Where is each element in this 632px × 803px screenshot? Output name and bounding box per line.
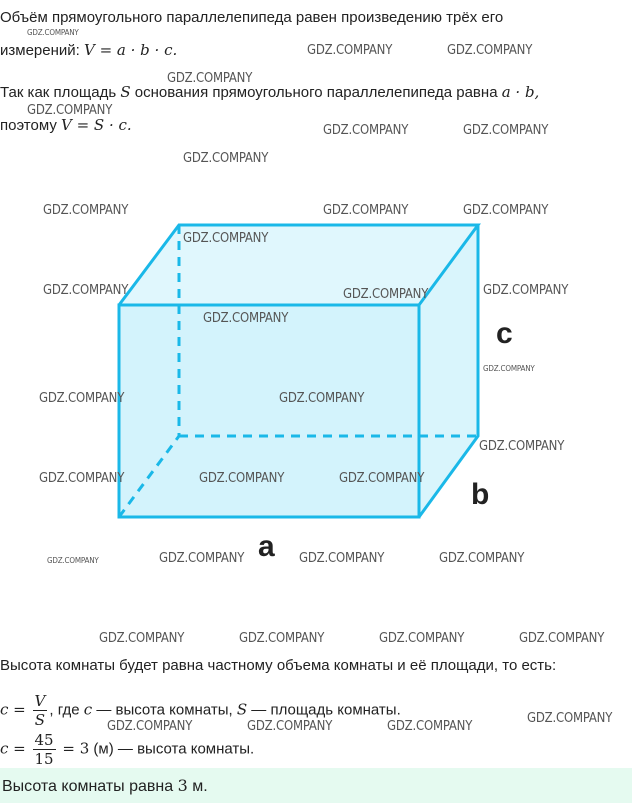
volume-area-formula: V = S · c. [60,116,132,134]
watermark: GDZ.COMPANY [39,391,125,406]
watermark: GDZ.COMPANY [463,123,549,138]
answer-label: Высота комнаты равна [2,778,178,795]
intro-line-1: Объём прямоугольного параллелепипеда равен произведению трёх его [0,9,504,26]
watermark: GDZ.COMPANY [387,719,473,734]
formula-height-numeric: c = $\frac{45}{15}$ = 3 (м) — высота комнаты. [0,731,255,768]
watermark: GDZ.COMPANY [439,551,525,566]
watermark: GDZ.COMPANY [519,631,605,646]
watermark: GDZ.COMPANY [247,719,333,734]
answer-box [0,768,632,803]
formula-1-desc-2: — площадь комнаты. [247,701,401,719]
watermark: GDZ.COMPANY [299,551,385,566]
height-result: 3 [79,739,90,758]
watermark: GDZ.COMPANY [183,231,269,246]
formula-1-c: c [83,700,93,719]
fraction-1-numerator: V [34,692,46,710]
label-c: c [496,317,513,350]
watermark: GDZ.COMPANY [447,43,533,58]
label-b: b [471,478,490,511]
answer-unit: м. [187,778,208,795]
watermark: GDZ.COMPANY [43,203,129,218]
watermark: GDZ.COMPANY [479,439,565,454]
watermark: GDZ.COMPANY [203,311,289,326]
watermark: GDZ.COMPANY [463,203,549,218]
watermark: GDZ.COMPANY [199,471,285,486]
watermark: GDZ.COMPANY [339,471,425,486]
intro-line-2-text: измерений: [0,42,84,59]
watermark: GDZ.COMPANY [107,719,193,734]
watermark: GDZ.COMPANY [159,551,245,566]
height-unit-text: (м) — высота комнаты. [89,740,255,758]
formula-1-where: , где [49,701,84,719]
solution-line-1: Высота комнаты будет равна частному объема комнаты и её площади, то есть: [0,657,557,674]
label-a: a [258,530,275,563]
watermark: GDZ.COMPANY [323,203,409,218]
watermark: GDZ.COMPANY [183,151,269,166]
intro-line-4-text: поэтому [0,117,61,134]
watermark: GDZ.COMPANY [27,103,113,118]
watermark: GDZ.COMPANY [27,28,79,37]
formula-1-s: S [236,700,248,719]
formula-height-general: c = $\frac{V}{S}$ , где c — высота комнаты, S — площадь комнаты. [0,692,401,729]
watermark: GDZ.COMPANY [99,631,185,646]
watermark: GDZ.COMPANY [47,556,99,565]
intro-line-3-text-b: основания прямоугольного параллелепипеда равна [130,84,502,101]
watermark: GDZ.COMPANY [167,71,253,86]
watermark: GDZ.COMPANY [279,391,365,406]
base-area-formula: a · b, [501,83,540,101]
fraction-v-over-s [33,692,48,729]
symbol-s: S [120,83,131,101]
fraction-1-denominator: S [34,711,46,729]
watermark: GDZ.COMPANY [343,287,429,302]
formula-2-lhs: c [0,739,9,758]
fraction-2-numerator: 45 [34,731,54,749]
watermark: GDZ.COMPANY [39,471,125,486]
watermark: GDZ.COMPANY [527,711,613,726]
watermark: GDZ.COMPANY [483,364,535,373]
formula-1-desc-1: — высота комнаты, [92,701,237,719]
watermark: GDZ.COMPANY [323,123,409,138]
answer-value: 3 [177,776,188,795]
watermark: GDZ.COMPANY [43,283,129,298]
intro-line-3-text-a: Так как площадь [0,84,121,101]
fraction-2-denominator: 15 [34,750,54,768]
watermark: GDZ.COMPANY [239,631,325,646]
watermark: GDZ.COMPANY [483,283,569,298]
answer-text [2,776,208,797]
watermark: GDZ.COMPANY [307,43,393,58]
volume-formula: V = a · b · c. [83,41,178,59]
watermark: GDZ.COMPANY [379,631,465,646]
fraction-45-over-15 [33,731,56,768]
formula-1-lhs: c [0,700,9,719]
